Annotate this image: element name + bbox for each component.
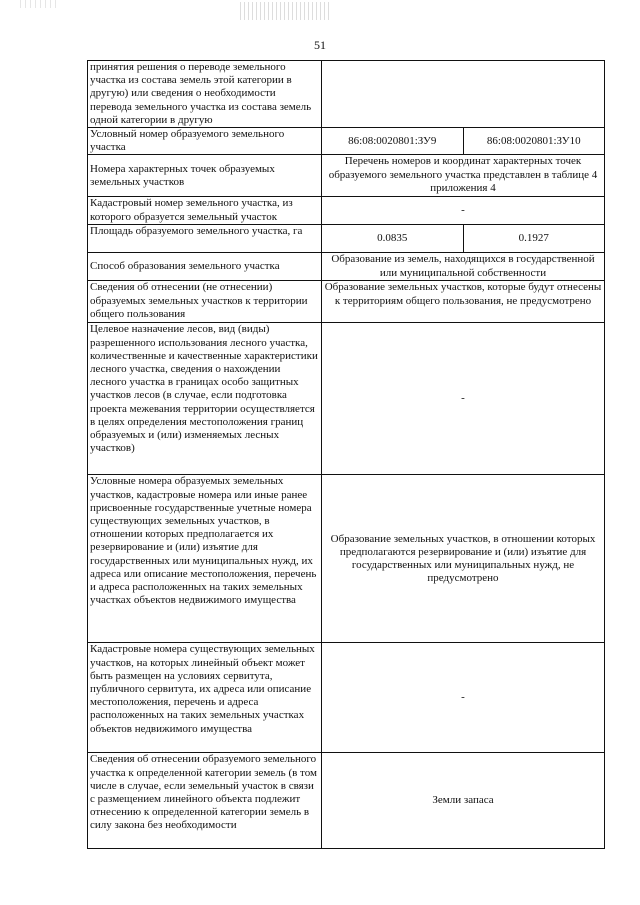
row-label: Сведения об отнесении образуемого земельного участка к определенной категории земель (в том числе в случае, если земельный участок в связи с размещением линейного объекта подлежит отнесению к определенной категории земель в силу закона без необходимости bbox=[88, 753, 322, 849]
row-label: Номера характерных точек образуемых земельных участков bbox=[88, 155, 322, 197]
row-label: Кадастровые номера существующих земельных участков, на которых линейный объект может быть размещен на условиях сервитута, публичного сервитута, их адреса или описание местоположения, перечень и адреса расположенных на таких земельных участках объектов недвижимого имущества bbox=[88, 643, 322, 753]
row-value: Земли запаса bbox=[322, 753, 605, 849]
table-row bbox=[88, 753, 605, 849]
row-value: - bbox=[322, 197, 605, 225]
row-value: - bbox=[322, 323, 605, 475]
table-row bbox=[88, 155, 605, 197]
row-value bbox=[322, 61, 605, 128]
row-label: принятия решения о переводе земельного участка из состава земель этой категории в другую) или сведения о необходимости перевода земельного участка из состава земель одной категории в другую bbox=[88, 61, 322, 128]
table-row bbox=[88, 253, 605, 281]
table-row bbox=[88, 128, 605, 155]
page-number: 51 bbox=[314, 38, 326, 52]
area-zu9: 0.0835 bbox=[322, 225, 464, 253]
row-value: - bbox=[322, 643, 605, 753]
area-zu10: 0.1927 bbox=[463, 225, 605, 253]
table-row bbox=[88, 225, 605, 253]
row-label: Сведения об отнесении (не отнесении) образуемых земельных участков к территории общего пользования bbox=[88, 281, 322, 323]
row-label: Целевое назначение лесов, вид (виды) разрешенного использования лесного участка, количественные и качественные характеристики лесного участка, сведения о нахождении лесного участка в границах особо защитных участков лесов (в случае, если подготовка проекта межевания территории осуществляется в целях определения местоположения границ образуемых и (или) изменяемых лесных участков) bbox=[88, 323, 322, 475]
plot-number-zu9: 86:08:0020801:ЗУ9 bbox=[322, 128, 464, 155]
table-row bbox=[88, 281, 605, 323]
scan-artifact bbox=[240, 2, 330, 20]
table-row bbox=[88, 323, 605, 475]
table-row bbox=[88, 61, 605, 128]
row-value: Образование земельных участков, в отношении которых предполагаются резервирование и (или) изъятие для государственных или муниципальных нужд, не предусмотрено bbox=[322, 475, 605, 643]
row-value: Перечень номеров и координат характерных точек образуемого земельного участка представлен в таблице 4 приложения 4 bbox=[322, 155, 605, 197]
land-plot-info-table bbox=[87, 60, 605, 849]
row-label: Способ образования земельного участка bbox=[88, 253, 322, 281]
row-label: Условные номера образуемых земельных участков, кадастровые номера или иные ранее присвоенные государственные учетные номера существующих земельных участков, в отношении которых предполагается их резервирование и (или) изъятие для государственных или муниципальных нужд, их адреса или описание местоположения, перечень и адреса расположенных на таких земельных участках объектов недвижимого имущества bbox=[88, 475, 322, 643]
row-value: Образование из земель, находящихся в государственной или муниципальной собственности bbox=[322, 253, 605, 281]
scan-artifact bbox=[20, 0, 60, 8]
row-label: Условный номер образуемого земельного участка bbox=[88, 128, 322, 155]
row-label: Площадь образуемого земельного участка, га bbox=[88, 225, 322, 253]
row-label: Кадастровый номер земельного участка, из которого образуется земельный участок bbox=[88, 197, 322, 225]
row-value: Образование земельных участков, которые будут отнесены к территориям общего пользования, не предусмотрено bbox=[322, 281, 605, 323]
table-row bbox=[88, 197, 605, 225]
table-row bbox=[88, 475, 605, 643]
plot-number-zu10: 86:08:0020801:ЗУ10 bbox=[463, 128, 605, 155]
table-row bbox=[88, 643, 605, 753]
